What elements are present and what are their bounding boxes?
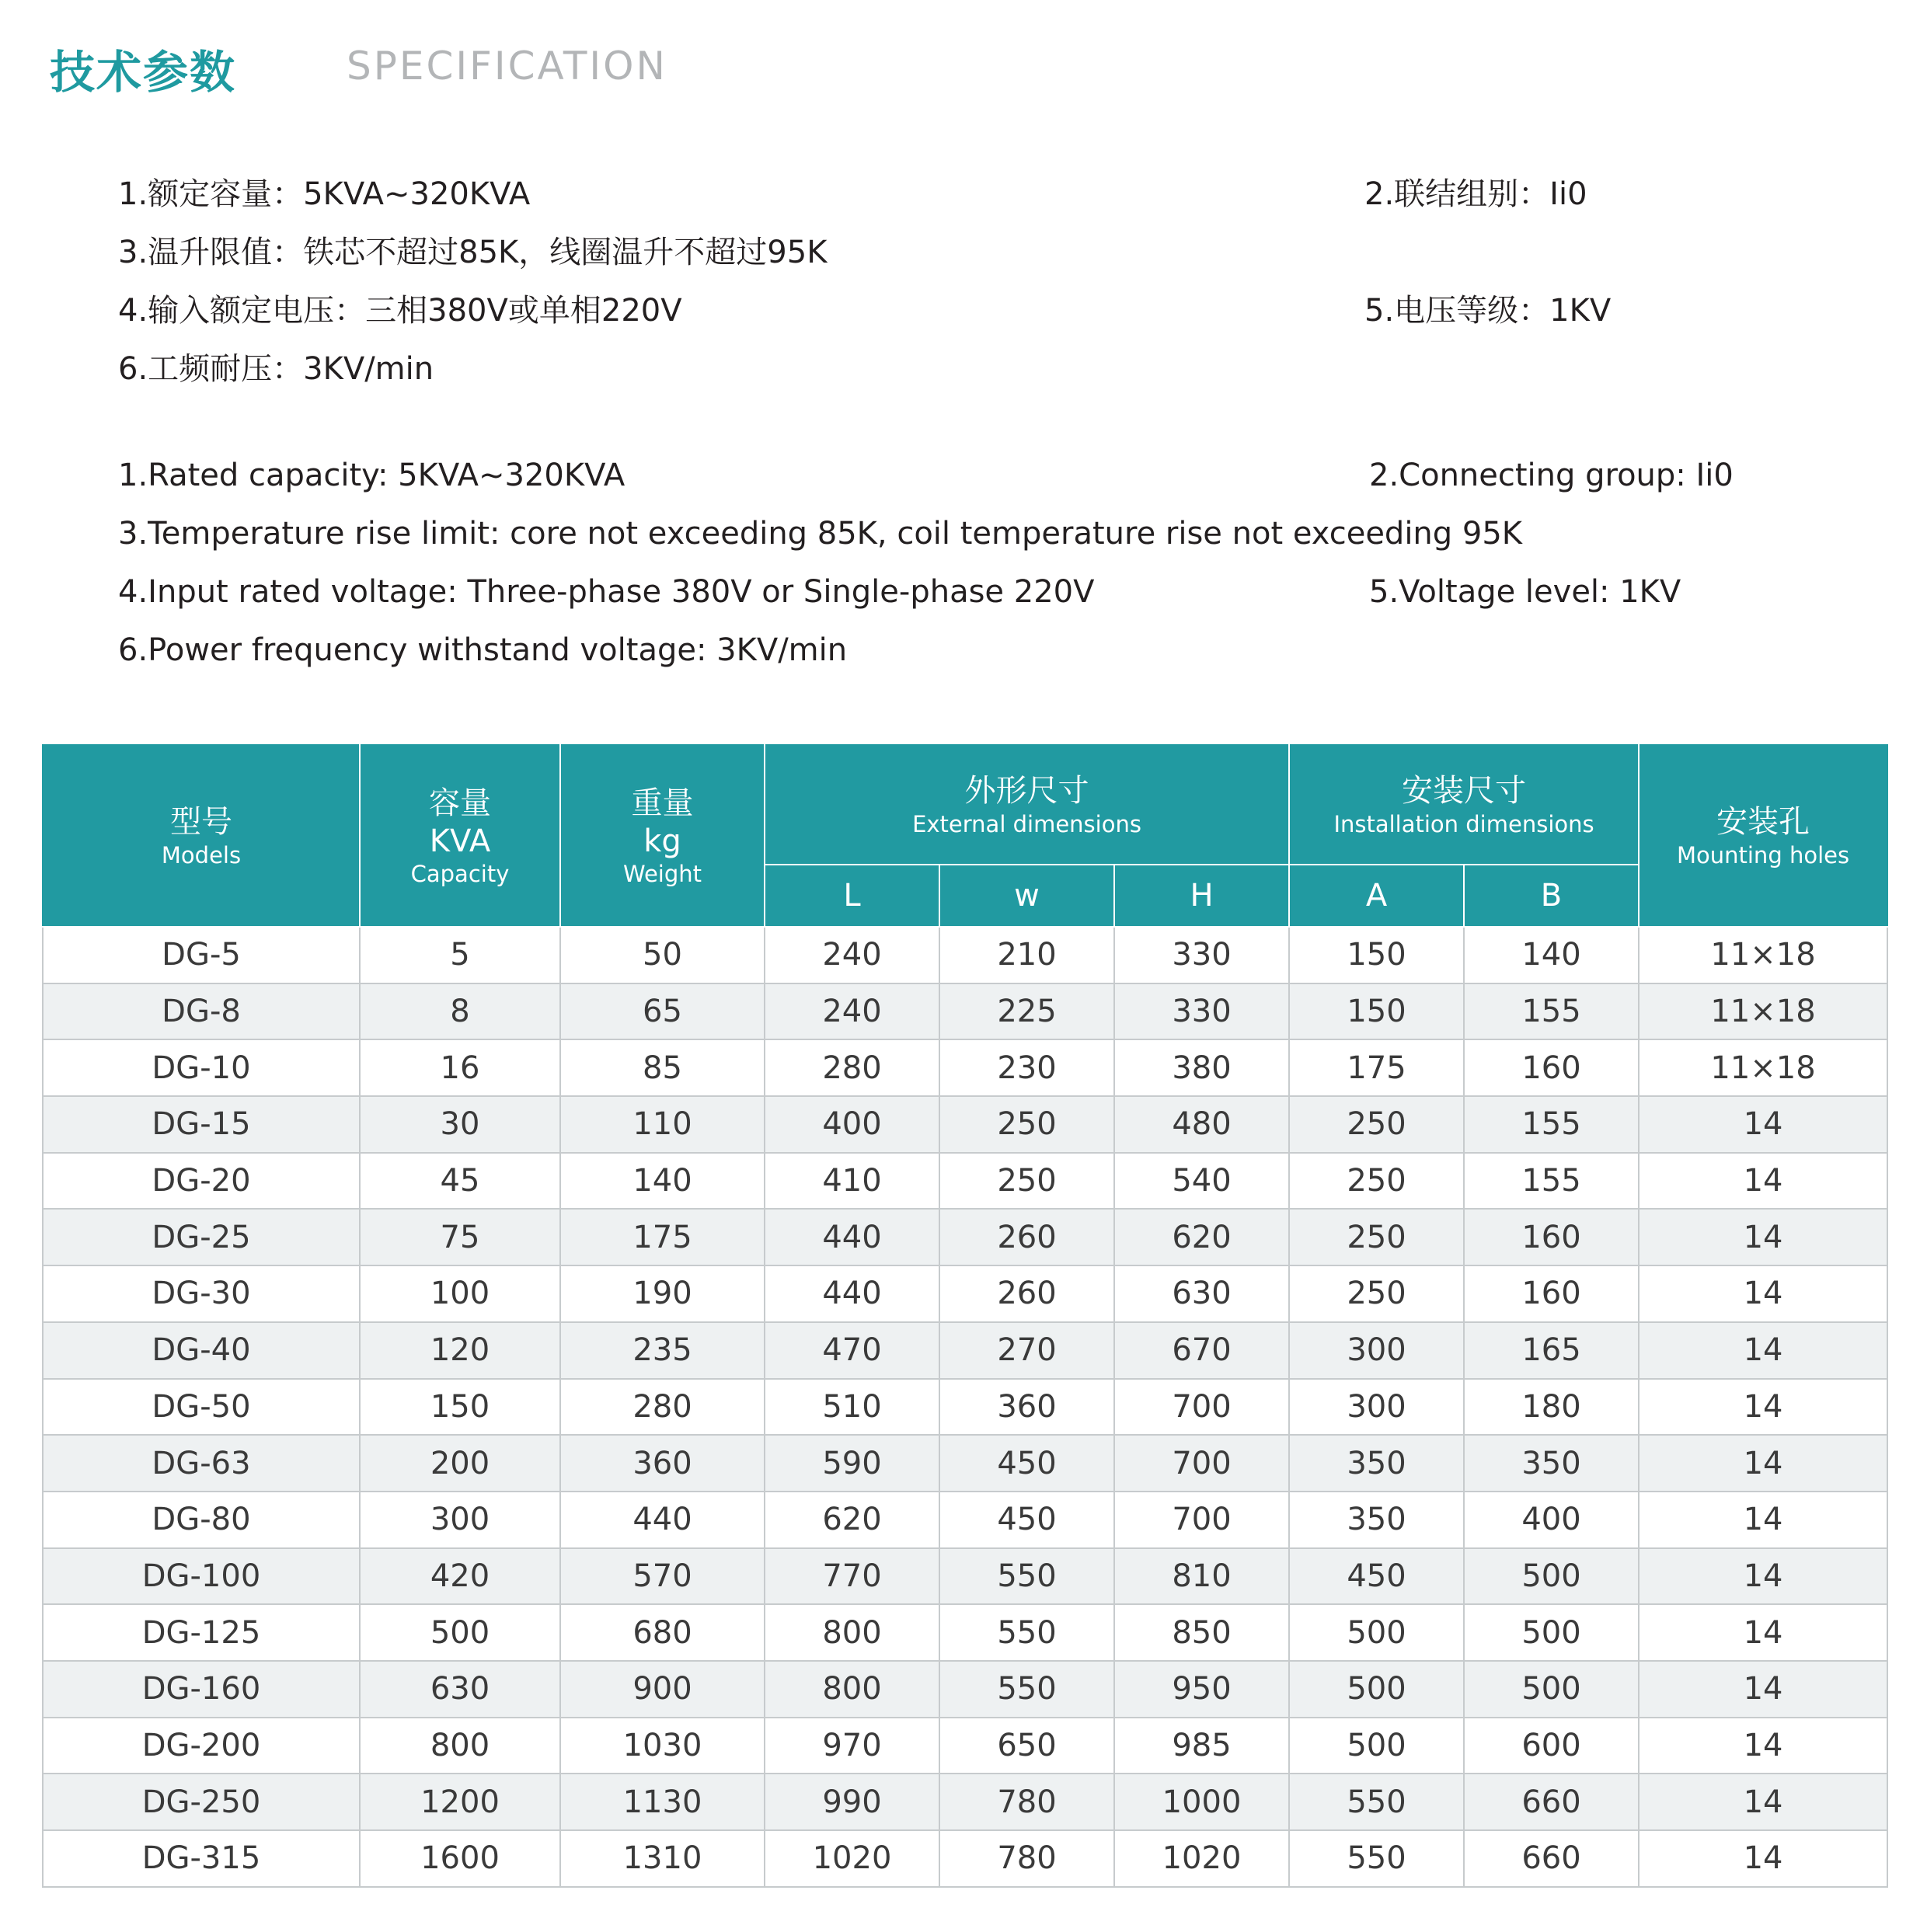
cell-model: DG-160 [43, 1661, 360, 1718]
header-weight-en: Weight [622, 861, 702, 887]
cell-mounting-hole: 14 [1639, 1265, 1887, 1322]
cell-height: 950 [1114, 1661, 1289, 1718]
cell-install-b: 500 [1464, 1548, 1639, 1605]
cell-height: 700 [1114, 1379, 1289, 1436]
cell-capacity: 120 [360, 1322, 560, 1379]
cell-model: DG-8 [43, 983, 360, 1040]
header-b: B [1464, 865, 1639, 927]
spec-cn-level: 5.电压等级：1KV [1364, 293, 1612, 329]
cell-capacity: 1200 [360, 1774, 560, 1830]
header-capacity [360, 745, 560, 927]
cell-install-a: 250 [1289, 1265, 1464, 1322]
cell-capacity: 150 [360, 1379, 560, 1436]
table-row [43, 1435, 1887, 1492]
cell-weight: 175 [560, 1209, 765, 1265]
cell-weight: 280 [560, 1379, 765, 1436]
cell-height: 700 [1114, 1492, 1289, 1548]
cell-mounting-hole: 14 [1639, 1492, 1887, 1548]
cell-length: 440 [765, 1209, 939, 1265]
cell-height: 985 [1114, 1718, 1289, 1774]
table-row [43, 1096, 1887, 1153]
cell-weight: 50 [560, 927, 765, 983]
cell-capacity: 300 [360, 1492, 560, 1548]
cell-model: DG-315 [43, 1830, 360, 1887]
cell-capacity: 420 [360, 1548, 560, 1605]
cell-weight: 1310 [560, 1830, 765, 1887]
cell-height: 380 [1114, 1039, 1289, 1096]
cell-length: 240 [765, 983, 939, 1040]
header-l: L [765, 865, 939, 927]
cell-install-a: 500 [1289, 1661, 1464, 1718]
cell-mounting-hole: 11×18 [1639, 927, 1887, 983]
cell-length: 800 [765, 1604, 939, 1661]
table-row [43, 927, 1887, 983]
header-model [43, 745, 360, 927]
cell-install-a: 300 [1289, 1379, 1464, 1436]
cell-install-b: 160 [1464, 1265, 1639, 1322]
cell-install-a: 300 [1289, 1322, 1464, 1379]
table-row [43, 1379, 1887, 1436]
header-capacity-unit: KVA [429, 823, 491, 859]
cell-install-a: 150 [1289, 983, 1464, 1040]
spec-en-voltage: 4.Input rated voltage: Three-phase 380V or Single-phase 220V [118, 574, 1095, 610]
table-row [43, 1265, 1887, 1322]
spec-cn-temp: 3.温升限值：铁芯不超过85K，线圈温升不超过95K [118, 235, 828, 270]
cell-install-b: 165 [1464, 1322, 1639, 1379]
cell-weight: 440 [560, 1492, 765, 1548]
table-header [43, 745, 1887, 927]
cell-mounting-hole: 14 [1639, 1096, 1887, 1153]
cell-capacity: 1600 [360, 1830, 560, 1887]
cell-weight: 360 [560, 1435, 765, 1492]
cell-width: 210 [939, 927, 1114, 983]
cell-height: 1000 [1114, 1774, 1289, 1830]
cell-width: 450 [939, 1492, 1114, 1548]
table-row [43, 1718, 1887, 1774]
cell-width: 780 [939, 1830, 1114, 1887]
cell-length: 510 [765, 1379, 939, 1436]
table-row [43, 1830, 1887, 1887]
cell-model: DG-63 [43, 1435, 360, 1492]
spec-en-capacity: 1.Rated capacity: 5KVA~320KVA [118, 458, 625, 493]
header-a: A [1289, 865, 1464, 927]
cell-mounting-hole: 14 [1639, 1830, 1887, 1887]
cell-install-b: 400 [1464, 1492, 1639, 1548]
cell-install-b: 350 [1464, 1435, 1639, 1492]
cell-mounting-hole: 14 [1639, 1661, 1887, 1718]
cell-width: 780 [939, 1774, 1114, 1830]
cell-width: 250 [939, 1153, 1114, 1210]
header-capacity-en: Capacity [410, 861, 510, 887]
cell-capacity: 5 [360, 927, 560, 983]
cell-mounting-hole: 14 [1639, 1379, 1887, 1436]
cell-capacity: 45 [360, 1153, 560, 1210]
cell-install-b: 500 [1464, 1661, 1639, 1718]
cell-model: DG-25 [43, 1209, 360, 1265]
cell-model: DG-40 [43, 1322, 360, 1379]
header-weight [560, 745, 765, 927]
cell-width: 360 [939, 1379, 1114, 1436]
spec-en-group: 2.Connecting group: Ii0 [1369, 458, 1734, 493]
cell-install-a: 500 [1289, 1718, 1464, 1774]
cell-mounting-hole: 11×18 [1639, 1039, 1887, 1096]
cell-weight: 190 [560, 1265, 765, 1322]
cell-mounting-hole: 14 [1639, 1435, 1887, 1492]
table-row [43, 1209, 1887, 1265]
cell-install-b: 660 [1464, 1830, 1639, 1887]
cell-width: 250 [939, 1096, 1114, 1153]
cell-weight: 570 [560, 1548, 765, 1605]
header-model-en: Models [161, 842, 242, 869]
cell-install-a: 350 [1289, 1492, 1464, 1548]
cell-weight: 65 [560, 983, 765, 1040]
cell-width: 550 [939, 1604, 1114, 1661]
cell-width: 550 [939, 1548, 1114, 1605]
header-mounting-holes [1639, 745, 1887, 927]
page-title: 技术参数 [50, 46, 237, 99]
header-model-cn: 型号 [170, 804, 232, 840]
cell-length: 280 [765, 1039, 939, 1096]
cell-width: 230 [939, 1039, 1114, 1096]
cell-install-b: 160 [1464, 1209, 1639, 1265]
cell-height: 810 [1114, 1548, 1289, 1605]
specification-table [42, 744, 1888, 1888]
spec-en-withstand: 6.Power frequency withstand voltage: 3KV/min [118, 632, 848, 668]
cell-mounting-hole: 11×18 [1639, 983, 1887, 1040]
cell-mounting-hole: 14 [1639, 1718, 1887, 1774]
cell-length: 1020 [765, 1830, 939, 1887]
cell-weight: 900 [560, 1661, 765, 1718]
cell-width: 550 [939, 1661, 1114, 1718]
cell-height: 330 [1114, 983, 1289, 1040]
cell-install-b: 180 [1464, 1379, 1639, 1436]
cell-height: 540 [1114, 1153, 1289, 1210]
cell-mounting-hole: 14 [1639, 1604, 1887, 1661]
cell-height: 480 [1114, 1096, 1289, 1153]
cell-weight: 235 [560, 1322, 765, 1379]
cell-weight: 1130 [560, 1774, 765, 1830]
cell-length: 970 [765, 1718, 939, 1774]
cell-model: DG-80 [43, 1492, 360, 1548]
cell-install-a: 150 [1289, 927, 1464, 983]
header-holes-cn: 安装孔 [1716, 804, 1810, 840]
spec-cn-withstand: 6.工频耐压：3KV/min [118, 351, 434, 387]
cell-weight: 1030 [560, 1718, 765, 1774]
cell-model: DG-10 [43, 1039, 360, 1096]
cell-model: DG-5 [43, 927, 360, 983]
cell-model: DG-200 [43, 1718, 360, 1774]
cell-capacity: 30 [360, 1096, 560, 1153]
table-row [43, 983, 1887, 1040]
cell-weight: 140 [560, 1153, 765, 1210]
cell-model: DG-20 [43, 1153, 360, 1210]
table-row [43, 1039, 1887, 1096]
cell-length: 240 [765, 927, 939, 983]
cell-install-b: 140 [1464, 927, 1639, 983]
cell-model: DG-50 [43, 1379, 360, 1436]
spec-cn-capacity: 1.额定容量：5KVA~320KVA [118, 176, 531, 212]
cell-capacity: 16 [360, 1039, 560, 1096]
spec-cn-group: 2.联结组别：Ii0 [1364, 176, 1587, 212]
cell-length: 620 [765, 1492, 939, 1548]
cell-height: 670 [1114, 1322, 1289, 1379]
cell-install-a: 250 [1289, 1096, 1464, 1153]
header-ext-en: External dimensions [912, 811, 1141, 837]
cell-install-b: 660 [1464, 1774, 1639, 1830]
table-body [43, 927, 1887, 1887]
header-installation-dimensions [1289, 745, 1639, 865]
header-w: w [939, 865, 1114, 927]
cell-mounting-hole: 14 [1639, 1548, 1887, 1605]
cell-install-b: 600 [1464, 1718, 1639, 1774]
cell-length: 800 [765, 1661, 939, 1718]
cell-height: 330 [1114, 927, 1289, 983]
cell-model: DG-250 [43, 1774, 360, 1830]
header-inst-en: Installation dimensions [1333, 811, 1594, 837]
table-row [43, 1548, 1887, 1605]
cell-weight: 110 [560, 1096, 765, 1153]
cell-height: 700 [1114, 1435, 1289, 1492]
header-external-dimensions [765, 745, 1289, 865]
table-row [43, 1604, 1887, 1661]
cell-capacity: 100 [360, 1265, 560, 1322]
cell-install-a: 350 [1289, 1435, 1464, 1492]
cell-length: 440 [765, 1265, 939, 1322]
cell-width: 270 [939, 1322, 1114, 1379]
table-row [43, 1774, 1887, 1830]
cell-weight: 680 [560, 1604, 765, 1661]
table-row [43, 1661, 1887, 1718]
cell-capacity: 630 [360, 1661, 560, 1718]
cell-install-b: 155 [1464, 1153, 1639, 1210]
cell-length: 990 [765, 1774, 939, 1830]
cell-install-a: 250 [1289, 1209, 1464, 1265]
cell-capacity: 500 [360, 1604, 560, 1661]
cell-length: 410 [765, 1153, 939, 1210]
table-row [43, 1492, 1887, 1548]
cell-install-a: 175 [1289, 1039, 1464, 1096]
cell-mounting-hole: 14 [1639, 1209, 1887, 1265]
cell-install-b: 155 [1464, 983, 1639, 1040]
header-inst-cn: 安装尺寸 [1402, 773, 1527, 809]
table-row [43, 1153, 1887, 1210]
header-weight-unit: kg [643, 823, 681, 859]
cell-install-a: 550 [1289, 1774, 1464, 1830]
cell-weight: 85 [560, 1039, 765, 1096]
cell-model: DG-15 [43, 1096, 360, 1153]
cell-width: 650 [939, 1718, 1114, 1774]
cell-mounting-hole: 14 [1639, 1153, 1887, 1210]
cell-capacity: 75 [360, 1209, 560, 1265]
header-h: H [1114, 865, 1289, 927]
table-row [43, 1322, 1887, 1379]
cell-install-a: 550 [1289, 1830, 1464, 1887]
spec-en-level: 5.Voltage level: 1KV [1369, 574, 1681, 610]
cell-length: 770 [765, 1548, 939, 1605]
spec-cn-voltage: 4.输入额定电压：三相380V或单相220V [118, 293, 682, 329]
header-holes-en: Mounting holes [1676, 842, 1850, 869]
spec-en-temp: 3.Temperature rise limit: core not exceeding 85K, coil temperature rise not exceeding 95K [118, 516, 1523, 552]
header-weight-cn: 重量 [631, 785, 694, 821]
cell-capacity: 200 [360, 1435, 560, 1492]
cell-install-a: 450 [1289, 1548, 1464, 1605]
cell-mounting-hole: 14 [1639, 1774, 1887, 1830]
cell-height: 630 [1114, 1265, 1289, 1322]
cell-capacity: 800 [360, 1718, 560, 1774]
cell-install-b: 500 [1464, 1604, 1639, 1661]
cell-height: 620 [1114, 1209, 1289, 1265]
cell-install-b: 155 [1464, 1096, 1639, 1153]
cell-capacity: 8 [360, 983, 560, 1040]
cell-height: 1020 [1114, 1830, 1289, 1887]
page-subtitle: SPECIFICATION [347, 44, 667, 89]
cell-model: DG-30 [43, 1265, 360, 1322]
header-capacity-cn: 容量 [429, 785, 491, 821]
header-ext-cn: 外形尺寸 [964, 773, 1089, 809]
cell-length: 590 [765, 1435, 939, 1492]
cell-width: 260 [939, 1265, 1114, 1322]
cell-model: DG-125 [43, 1604, 360, 1661]
cell-install-a: 250 [1289, 1153, 1464, 1210]
cell-length: 400 [765, 1096, 939, 1153]
cell-mounting-hole: 14 [1639, 1322, 1887, 1379]
cell-model: DG-100 [43, 1548, 360, 1605]
cell-height: 850 [1114, 1604, 1289, 1661]
cell-install-b: 160 [1464, 1039, 1639, 1096]
cell-width: 450 [939, 1435, 1114, 1492]
cell-width: 225 [939, 983, 1114, 1040]
cell-install-a: 500 [1289, 1604, 1464, 1661]
cell-length: 470 [765, 1322, 939, 1379]
cell-width: 260 [939, 1209, 1114, 1265]
